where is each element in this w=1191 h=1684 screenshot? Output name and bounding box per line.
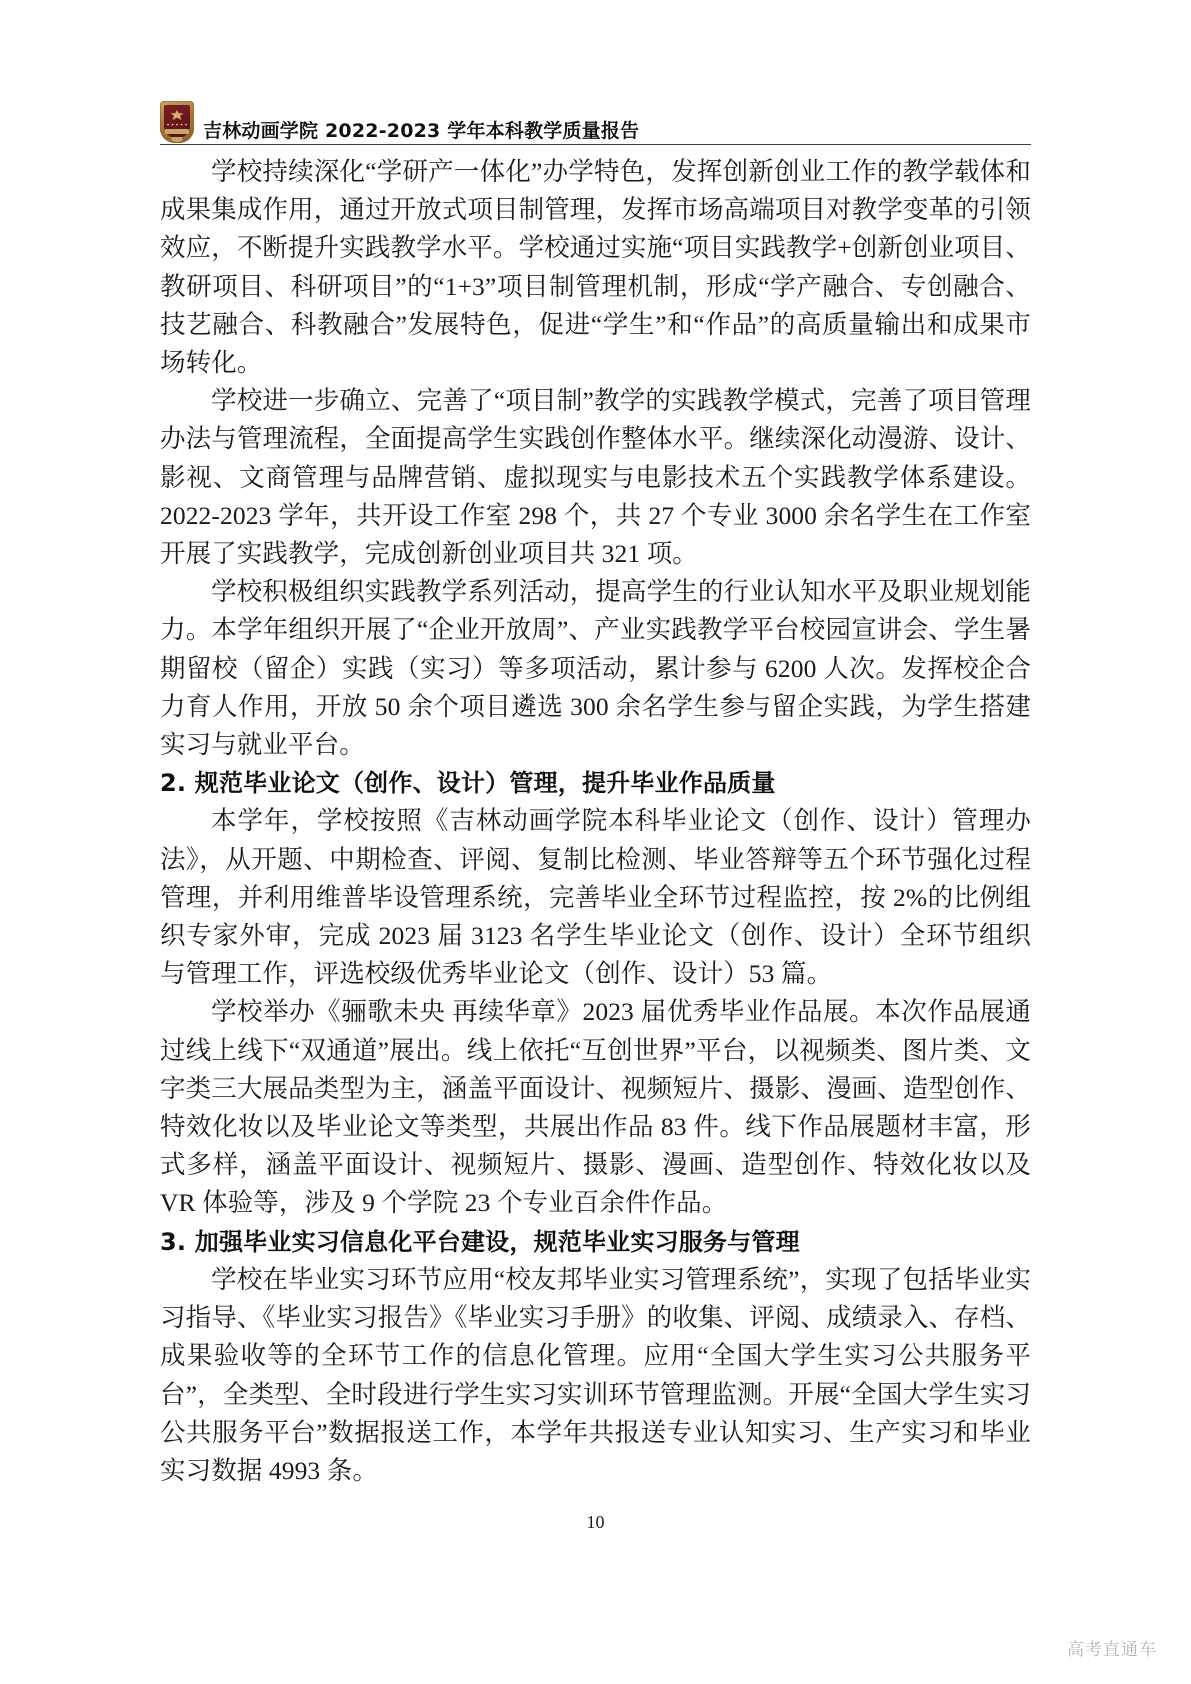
paragraph-xiangmuzhi: 学校进一步确立、完善了“项目制”教学的实践教学模式，完善了项目管理办法与管理流程，全面提高学生实践创作整体水平。继续深化动漫游、设计、影视、文商管理与品牌营销、虚拟现实与电影技术五个实践教学体系建设。2022-2023 学年，共开设工作室 298 个，共 27 个专业 3000 余名学生在工作室开展了实践教学，完成创新创业项目共 321 项。 [160, 386, 1031, 569]
page-header [160, 82, 990, 144]
subheading-2: 2. 规范毕业论文（创作、设计）管理，提升毕业作品质量 [160, 769, 776, 798]
paragraph-xueyanchan: 学校持续深化“学研产一体化”办学特色，发挥创新创业工作的教学载体和成果集成作用，通过开放式项目制管理，发挥市场高端项目对教学变革的引领效应，不断提升实践教学水平。学校通过实施“项目实践教学+创新创业项目、教研项目、科研项目”的“1+3”项目制管理机制，形成“学产融合、专创融合、技艺融合、科教融合”发展特色，促进“学生”和“作品”的高质量输出和成果市场转化。 [160, 157, 1031, 378]
subheading-3: 3. 加强毕业实习信息化平台建设，规范毕业实习服务与管理 [160, 1227, 800, 1256]
paragraph-shijianjiaoxue-huodong: 学校积极组织实践教学系列活动，提高学生的行业认知水平及职业规划能力。本学年组织开展了“企业开放周”、产业实践教学平台校园宣讲会、学生暑期留校（留企）实践（实习）等多项活动，累计参与 6200 人次。发挥校企合力育人作用，开放 50 余个项目遴选 300 余名学生参与留企实践，为学生搭建实习与就业平台。 [160, 577, 1031, 760]
paragraph-zuopinzhan: 学校举办《骊歌未央 再续华章》2023 届优秀毕业作品展。本次作品展通过线上线下“双通道”展出。线上依托“互创世界”平台，以视频类、图片类、文字类三大展品类型为主，涵盖平面设计、视频短片、摄影、漫画、造型创作、特效化妆以及毕业论文等类型，共展出作品 83 件。线下作品展题材丰富，形式多样，涵盖平面设计、视频短片、摄影、漫画、造型创作、特效化妆以及 VR 体验等，涉及 9 个学院 23 个专业百余件作品。 [160, 997, 1031, 1218]
watermark: 高考直通车 [1067, 1640, 1157, 1660]
document-body [160, 153, 1031, 1490]
paragraph-shixi-pingtai: 学校在毕业实习环节应用“校友邦毕业实习管理系统”，实现了包括毕业实习指导、《毕业实习报告》《毕业实习手册》的收集、评阅、成绩录入、存档、成果验收等的全环节工作的信息化管理。应用“全国大学生实习公共服务平台”，全类型、全时段进行学生实习实训环节管理监测。开展“全国大学生实习公共服务平台”数据报送工作，本学年共报送专业认知实习、生产实习和毕业实习数据 4993 条。 [160, 1264, 1031, 1485]
header-title: 吉林动画学院 2022-2023 学年本科教学质量报告 [203, 120, 640, 143]
paragraph-biyelunwen-guanli: 本学年，学校按照《吉林动画学院本科毕业论文（创作、设计）管理办法》，从开题、中期检查、评阅、复制比检测、毕业答辩等五个环节强化过程管理，并利用维普毕设管理系统，完善毕业全环节过程监控，按 2%的比例组织专家外审，完成 2023 届 3123 名学生毕业论文（创作、设计）全环节组织与管理工作，评选校级优秀毕业论文（创作、设计）53 篇。 [160, 806, 1031, 989]
header-divider [160, 144, 1031, 145]
page-number: 10 [586, 1512, 605, 1532]
jilin-animation-institute-crest-icon [160, 101, 194, 143]
